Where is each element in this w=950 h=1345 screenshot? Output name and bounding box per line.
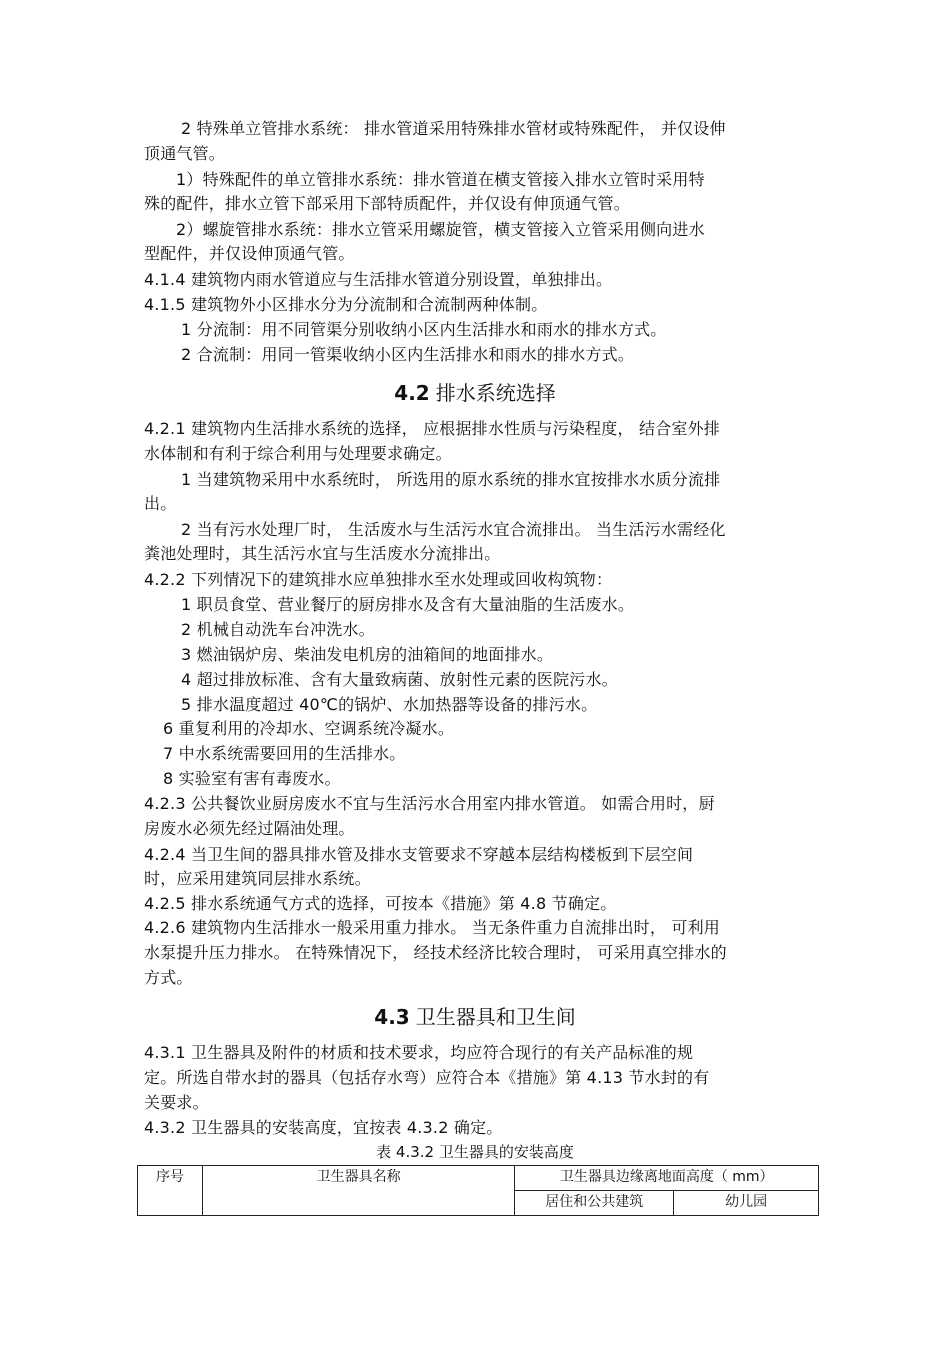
paragraph-line: 粪池处理时，其生活污水宜与生活废水分流排出。: [144, 544, 501, 563]
clause-4-2-1: 4.2.1 建筑物内生活排水系统的选择， 应根据排水性质与污染程度， 结合室外排: [144, 419, 720, 438]
table-caption: 表 4.3.2 卫生器具的安装高度: [376, 1143, 574, 1161]
paragraph-line: 水泵提升压力排水。 在特殊情况下， 经技术经济比较合理时， 可采用真空排水的: [144, 943, 727, 962]
header-cell-name: 卫生器具名称: [202, 1166, 515, 1216]
list-item: 7 中水系统需要回用的生活排水。: [163, 744, 406, 763]
list-item: 2 当有污水处理厂时， 生活废水与生活污水宜合流排出。 当生活污水需经化: [181, 520, 726, 539]
paragraph-line: 房废水必须先经过隔油处理。: [144, 819, 355, 838]
section-number: 4.3: [374, 1005, 410, 1029]
list-item: 3 燃油锅炉房、柴油发电机房的油箱间的地面排水。: [181, 645, 554, 664]
paragraph-line: 关要求。: [144, 1093, 209, 1112]
list-item: 8 实验室有害有毒废水。: [163, 769, 341, 788]
subheader-kindergarten: 幼儿园: [674, 1191, 819, 1216]
paragraph-line: 定。所选自带水封的器具（包括存水弯）应符合本《措施》第 4.13 节水封的有: [144, 1068, 710, 1087]
clause-4-2-3: 4.2.3 公共餐饮业厨房废水不宜与生活污水合用室内排水管道。 如需合用时，厨: [144, 794, 715, 813]
clause-4-1-5: 4.1.5 建筑物外小区排水分为分流制和合流制两种体制。: [144, 295, 548, 314]
section-number: 4.2: [394, 381, 430, 405]
clause-4-2-2: 4.2.2 下列情况下的建筑排水应单独排水至水处理或回收构筑物：: [144, 570, 613, 589]
header-cell-no: 序号: [138, 1166, 203, 1216]
list-item: 1 职员食堂、营业餐厅的厨房排水及含有大量油脂的生活废水。: [181, 595, 635, 614]
list-item: 1 当建筑物采用中水系统时， 所选用的原水系统的排水宜按排水水质分流排: [181, 470, 721, 489]
clause-4-3-1: 4.3.1 卫生器具及附件的材质和技术要求，均应符合现行的有关产品标准的规: [144, 1043, 694, 1062]
section-heading-4-3: [0, 1004, 950, 1030]
clause-4-2-6: 4.2.6 建筑物内生活排水一般采用重力排水。 当无条件重力自流排出时， 可利用: [144, 918, 720, 937]
clause-4-2-4: 4.2.4 当卫生间的器具排水管及排水支管要求不穿越本层结构楼板到下层空间: [144, 845, 694, 864]
clause-4-2-5: 4.2.5 排水系统通气方式的选择，可按本《措施》第 4.8 节确定。: [144, 894, 617, 913]
list-item: 2 合流制：用同一管渠收纳小区内生活排水和雨水的排水方式。: [181, 345, 635, 364]
paragraph-line: 水体制和有利于综合利用与处理要求确定。: [144, 444, 452, 463]
list-item: 4 超过排放标准、含有大量致病菌、放射性元素的医院污水。: [181, 670, 618, 689]
list-item: 1 分流制：用不同管渠分别收纳小区内生活排水和雨水的排水方式。: [181, 320, 667, 339]
clause-4-1-4: 4.1.4 建筑物内雨水管道应与生活排水管道分别设置，单独排出。: [144, 270, 613, 289]
clause-4-3-2: 4.3.2 卫生器具的安装高度，宜按表 4.3.2 确定。: [144, 1118, 503, 1137]
installation-height-table: [137, 1165, 819, 1216]
section-title: 卫生器具和卫生间: [415, 1005, 576, 1029]
paragraph-line: 1）特殊配件的单立管排水系统：排水管道在横支管接入排水立管时采用特: [176, 170, 705, 189]
list-item: 6 重复利用的冷却水、空调系统冷凝水。: [163, 719, 455, 738]
paragraph-line: 时，应采用建筑同层排水系统。: [144, 869, 371, 888]
paragraph-line: 型配件，并仅设伸顶通气管。: [144, 244, 355, 263]
paragraph-line: 顶通气管。: [144, 144, 226, 163]
section-heading-4-2: [0, 380, 950, 406]
header-cell-height: 卫生器具边缘离地面高度（ mm）: [515, 1166, 819, 1191]
paragraph-line: 出。: [144, 494, 177, 513]
section-title: 排水系统选择: [435, 381, 556, 405]
list-item: 5 排水温度超过 40℃的锅炉、水加热器等设备的排污水。: [181, 695, 598, 714]
subheader-residential: 居住和公共建筑: [515, 1191, 674, 1216]
paragraph-line: 殊的配件，排水立管下部采用下部特质配件，并仅设有伸顶通气管。: [144, 194, 631, 213]
list-item: 2 机械自动洗车台冲洗水。: [181, 620, 375, 639]
paragraph-line: 2 特殊单立管排水系统： 排水管道采用特殊排水管材或特殊配件， 并仅设伸: [181, 119, 726, 138]
paragraph-line: 2）螺旋管排水系统：排水立管采用螺旋管，横支管接入立管采用侧向进水: [176, 220, 705, 239]
paragraph-line: 方式。: [144, 968, 193, 987]
